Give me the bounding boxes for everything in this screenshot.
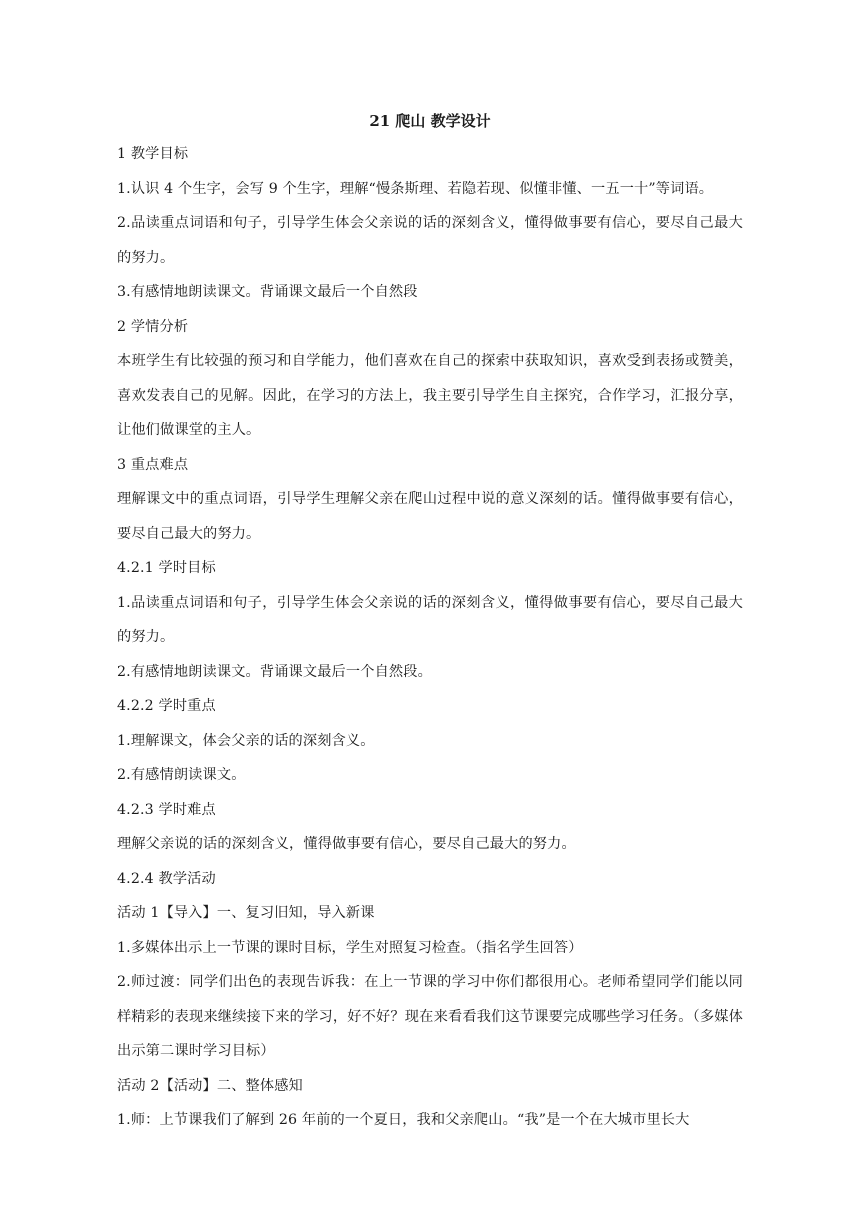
- paragraph: 理解父亲说的话的深刻含义，懂得做事要有信心，要尽自己最大的努力。: [117, 836, 576, 852]
- section-heading: 1 教学目标: [117, 146, 189, 162]
- document-page: [117, 111, 743, 1146]
- paragraph: 本班学生有比较强的预习和自学能力，他们喜欢在自己的探索中获取知识，喜欢受到表扬或赞美，喜欢发表自己的见解。因此，在学习的方法上，我主要引导学生自主探究，合作学习，汇报分享，让他们做课堂的主人。: [117, 353, 743, 439]
- section-heading: 3 重点难点: [117, 456, 189, 473]
- section-heading: 4.2.4 教学活动: [117, 870, 216, 887]
- paragraph: 3.有感情地朗读课文。背诵课文最后一个自然段: [117, 284, 418, 300]
- activity-heading: 活动 1【导入】一、复习旧知，导入新课: [117, 905, 375, 921]
- section-heading: 4.2.1 学时目标: [117, 560, 216, 576]
- paragraph: 2.品读重点词语和句子，引导学生体会父亲说的话的深刻含义，懂得做事要有信心，要尽自己最大的努力。: [117, 215, 743, 266]
- paragraph: 理解课文中的重点词语，引导学生理解父亲在爬山过程中说的意义深刻的话。懂得做事要有信心，要尽自己最大的努力。: [117, 491, 743, 542]
- paragraph: 2.师过渡：同学们出色的表现告诉我：在上一节课的学习中你们都很用心。老师希望同学们能以同样精彩的表现来继续接下来的学习，好不好？现在来看看我们这节课要完成哪些学习任务。（多媒体出示第二课时学习目标）: [117, 974, 743, 1060]
- paragraph: 2.有感情地朗读课文。背诵课文最后一个自然段。: [117, 663, 432, 680]
- paragraph: 1.理解课文，体会父亲的话的深刻含义。: [117, 732, 375, 749]
- paragraph: 1.师：上节课我们了解到 26 年前的一个夏日，我和父亲爬山。“我”是一个在大城市里长大: [117, 1112, 690, 1128]
- section-heading: 4.2.2 学时重点: [117, 698, 216, 714]
- paragraph: 1.多媒体出示上一节课的课时目标，学生对照复习检查。（指名学生回答）: [117, 939, 583, 956]
- paragraph: 1.品读重点词语和句子，引导学生体会父亲说的话的深刻含义，懂得做事要有信心，要尽自己最大的努力。: [117, 594, 743, 646]
- activity-heading: 活动 2【活动】二、整体感知: [117, 1077, 303, 1094]
- document-title: 21 爬山 教学设计: [369, 112, 491, 130]
- section-heading: 4.2.3 学时难点: [117, 801, 216, 818]
- paragraph: 1.认识 4 个生字，会写 9 个生字，理解“慢条斯理、若隐若现、似懂非懂、一五一十”等词语。: [117, 180, 714, 197]
- paragraph: 2.有感情朗读课文。: [117, 767, 246, 783]
- section-heading: 2 学情分析: [117, 318, 189, 335]
